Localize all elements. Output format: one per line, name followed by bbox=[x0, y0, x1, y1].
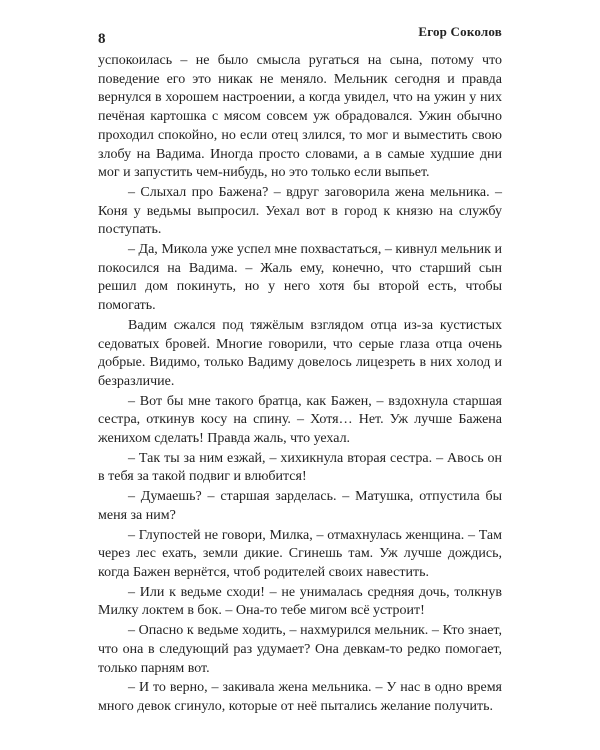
paragraph: – Да, Микола уже успел мне похвастаться, – кивнул мельник и покосился на Вадима. – Жаль ему, конечно, что старший сын решил дом покинуть, но у него хотя бы второй есть, чтобы помогать. bbox=[98, 242, 502, 314]
paragraph: – Слыхал про Бажена? – вдруг заговорила жена мельника. – Коня у ведьмы выпросил. Уехал вот в город к князю на службу поступать. bbox=[98, 184, 502, 238]
page-number: 8 bbox=[98, 31, 106, 47]
paragraph: Вадим сжался под тяжёлым взглядом отца из-за кустистых седоватых бровей. Многие говорили, что серые глаза отца очень добрые. Видимо, только Вадиму довелось лицезреть в них холод и безразличие. bbox=[98, 317, 502, 389]
paragraph: – Опасно к ведьме ходить, – нахмурился мельник. – Кто знает, что она в следующий раз удумает? Она девкам-то редко помогает, только парням вот. bbox=[98, 623, 502, 676]
body-text bbox=[98, 52, 502, 717]
paragraph: успокоилась – не было смысла ругаться на сына, потому что поведение его это никак не меняло. Мельник сегодня и правда вернулся в хорошем настроении, а когда увидел, что на ужин у них печёная картошка с мясом совсем уж обрадовался. Ужин обычно проходил спокойно, но если отец злился, то мог и выместить свою злобу на Вадима. Иногда просто словами, а в самые худшие дни мог и запустить чем-нибудь, но это только если выпьет. bbox=[98, 53, 502, 181]
paragraph: – И то верно, – закивала жена мельника. – У нас в одно время много девок сгинуло, которые от неё пытались желание получить. bbox=[98, 680, 502, 714]
page-header bbox=[98, 20, 502, 52]
paragraph: – Или к ведьме сходи! – не унималась средняя дочь, толкнув Милку локтем в бок. – Она-то тебе мигом всё устроит! bbox=[98, 584, 502, 619]
book-page bbox=[98, 20, 502, 740]
author-name: Егор Соколов bbox=[418, 24, 502, 39]
paragraph: – Так ты за ним езжай, – хихикнула вторая сестра. – Авось он в тебя за такой подвиг и влюбится! bbox=[98, 450, 502, 485]
paragraph: – Думаешь? – старшая зарделась. – Матушка, отпустила бы меня за ним? bbox=[98, 489, 502, 523]
paragraph: – Вот бы мне такого братца, как Бажен, – вздохнула старшая сестра, откинув косу на спину. – Хотя… Нет. Уж лучше Бажена женихом сделать! Правда жаль, что уехал. bbox=[98, 393, 502, 447]
paragraph: – Глупостей не говори, Милка, – отмахнулась женщина. – Там через лес ехать, земли дикие. Сгинешь там. Уж лучше дождись, когда Бажен вернётся, чтоб родителей своих навестить. bbox=[98, 527, 502, 580]
